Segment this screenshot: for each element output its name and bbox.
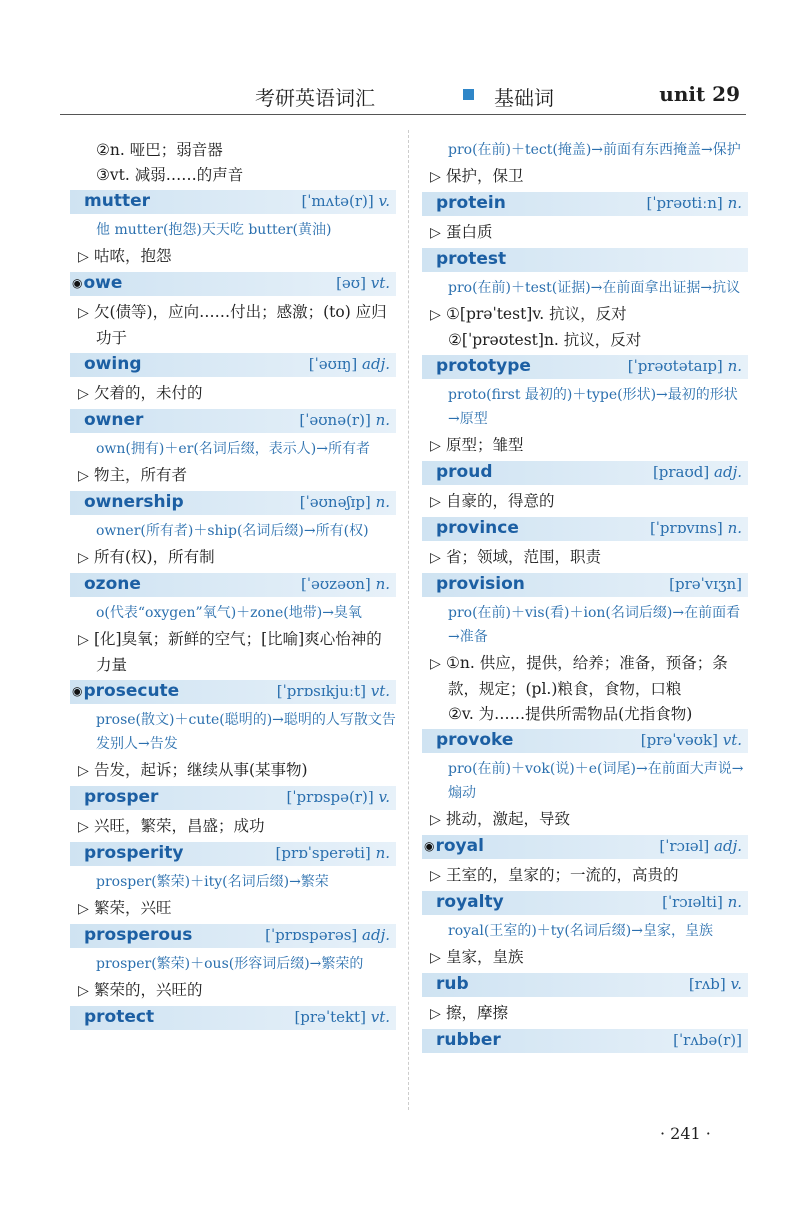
etymology-note: proto(first 最初的)＋type(形状)→最初的形状→原型 bbox=[448, 387, 738, 427]
entry-head bbox=[70, 491, 396, 515]
headword: rubber bbox=[436, 1030, 501, 1050]
triangle-bullet-icon: ▷ bbox=[78, 763, 89, 779]
pronunciation: [ˈrɔɪəlti] n. bbox=[662, 893, 742, 911]
headword: protein bbox=[436, 193, 506, 213]
definition: ▷ ①n. 供应，提供，给养；准备，预备；条款，规定；(pl.)粮食，食物，口粮 bbox=[430, 654, 728, 698]
etymology-note: prose(散文)＋cute(聪明的)→聪明的人写散文告发别人→告发 bbox=[96, 712, 396, 752]
part-of-speech: adj. bbox=[714, 463, 742, 481]
triangle-bullet-icon: ▷ bbox=[78, 901, 89, 917]
entry-head bbox=[70, 409, 396, 433]
key-word-dot-icon: ◉ bbox=[72, 684, 83, 698]
etymology-note: pro(在前)＋test(证据)→在前面拿出证据→抗议 bbox=[448, 280, 741, 296]
triangle-bullet-icon: ▷ bbox=[430, 225, 441, 241]
headword: ◉prosecute bbox=[72, 681, 180, 701]
triangle-bullet-icon: ▷ bbox=[430, 868, 441, 884]
triangle-bullet-icon: ▷ bbox=[78, 468, 89, 484]
entry-head bbox=[422, 835, 748, 859]
triangle-bullet-icon: ▷ bbox=[78, 983, 89, 999]
header-rule bbox=[60, 114, 746, 115]
definition: ▷ 王室的，皇家的；一流的，高贵的 bbox=[422, 863, 748, 889]
headword: ◉owe bbox=[72, 273, 123, 293]
headword: prosperity bbox=[84, 843, 184, 863]
triangle-bullet-icon: ▷ bbox=[430, 307, 441, 323]
definition: ▷ 蛋白质 bbox=[422, 220, 748, 246]
square-bullet-icon bbox=[463, 89, 474, 100]
part-of-speech: n. bbox=[375, 844, 390, 862]
pronunciation: [ˈprɒvɪns] n. bbox=[649, 519, 742, 537]
pronunciation: [prəˈvəʊk] vt. bbox=[640, 731, 742, 749]
triangle-bullet-icon: ▷ bbox=[78, 386, 89, 402]
headword: ownership bbox=[84, 492, 184, 512]
pronunciation: [ˈəʊɪŋ] adj. bbox=[308, 355, 390, 373]
entry-head bbox=[70, 272, 396, 296]
entry-head bbox=[422, 461, 748, 485]
definition: ▷ ①[prəˈtest]v. 抗议，反对 bbox=[422, 302, 748, 328]
etymology-note: own(拥有)＋er(名词后缀，表示人)→所有者 bbox=[96, 441, 370, 457]
definition: ▷ 物主，所有者 bbox=[70, 463, 396, 489]
pronunciation: [ˈprəʊtiːn] n. bbox=[646, 194, 742, 212]
headword: protest bbox=[436, 249, 507, 269]
definition: ▷ 所有(权)，所有制 bbox=[70, 545, 396, 571]
pronunciation: [rʌb] v. bbox=[688, 975, 742, 993]
etymology-note: pro(在前)＋vok(说)＋e(词尾)→在前面大声说→煽动 bbox=[448, 761, 744, 801]
unit-label: unit 29 bbox=[659, 82, 740, 106]
part-of-speech: v. bbox=[378, 192, 390, 210]
headword: ◉royal bbox=[424, 836, 484, 856]
headword: owing bbox=[84, 354, 142, 374]
etymology-note: 他 mutter(抱怨)天天吃 butter(黄油) bbox=[96, 222, 332, 238]
entry-head bbox=[422, 517, 748, 541]
part-of-speech: v. bbox=[378, 788, 390, 806]
triangle-bullet-icon: ▷ bbox=[78, 819, 89, 835]
part-of-speech: vt. bbox=[722, 731, 742, 749]
entry-head bbox=[422, 192, 748, 216]
entry-head bbox=[422, 891, 748, 915]
triangle-bullet-icon: ▷ bbox=[430, 1006, 441, 1022]
pronunciation: [ˈprɒspərəs] adj. bbox=[265, 926, 390, 944]
part-of-speech: adj. bbox=[362, 355, 390, 373]
etymology-note: prosper(繁荣)＋ity(名词后缀)→繁荣 bbox=[96, 874, 329, 890]
etymology-note: pro(在前)＋vis(看)＋ion(名词后缀)→在前面看→准备 bbox=[448, 605, 741, 645]
pronunciation: [ˈprəʊtətaɪp] n. bbox=[627, 357, 742, 375]
part-of-speech: vt. bbox=[370, 1008, 390, 1026]
headword: ozone bbox=[84, 574, 141, 594]
page-number: · 241 · bbox=[660, 1124, 711, 1143]
entry-head bbox=[422, 355, 748, 379]
pronunciation: [ˈmʌtə(r)] v. bbox=[301, 192, 390, 210]
entry-head bbox=[70, 842, 396, 866]
headword: prototype bbox=[436, 356, 531, 376]
headword: rub bbox=[436, 974, 469, 994]
pronunciation: [ˈəʊnə(r)] n. bbox=[299, 411, 390, 429]
definition-line: ②v. 为……提供所需物品(尤指食物) bbox=[448, 705, 693, 723]
part-of-speech: n. bbox=[727, 519, 742, 537]
part-of-speech: v. bbox=[730, 975, 742, 993]
triangle-bullet-icon: ▷ bbox=[430, 438, 441, 454]
etymology-note: o(代表“oxygen”氧气)＋zone(地带)→臭氧 bbox=[96, 605, 362, 621]
etymology-note: owner(所有者)＋ship(名词后缀)→所有(权) bbox=[96, 523, 369, 539]
part-of-speech: n. bbox=[727, 357, 742, 375]
pronunciation: [əʊ] vt. bbox=[336, 274, 390, 292]
definition: ▷ 咕哝，抱怨 bbox=[70, 244, 396, 270]
section-title: 基础词 bbox=[494, 86, 554, 110]
entry-head bbox=[422, 248, 748, 272]
entry-head bbox=[422, 729, 748, 753]
triangle-bullet-icon: ▷ bbox=[430, 656, 441, 672]
definition: ▷ [化]臭氧；新鲜的空气；[比喻]爽心怡神的力量 bbox=[78, 630, 382, 674]
part-of-speech: adj. bbox=[362, 926, 390, 944]
headword: owner bbox=[84, 410, 144, 430]
definition: ▷ 兴旺，繁荣，昌盛；成功 bbox=[70, 814, 396, 840]
pronunciation: [prəˈvɪʒn] bbox=[669, 575, 742, 593]
triangle-bullet-icon: ▷ bbox=[78, 632, 89, 648]
headword: prosperous bbox=[84, 925, 193, 945]
definition: ▷ 欠着的，未付的 bbox=[70, 381, 396, 407]
headword: mutter bbox=[84, 191, 150, 211]
part-of-speech: n. bbox=[727, 893, 742, 911]
pronunciation: [prɒˈsperəti] n. bbox=[275, 844, 390, 862]
headword: royalty bbox=[436, 892, 504, 912]
definition-line: ②[ˈprəʊtest]n. 抗议，反对 bbox=[448, 331, 642, 349]
definition: ▷ 省；领域，范围，职责 bbox=[422, 545, 748, 571]
headword: proud bbox=[436, 462, 493, 482]
etymology-note: pro(在前)＋tect(掩盖)→前面有东西掩盖→保护 bbox=[448, 142, 741, 158]
part-of-speech: vt. bbox=[370, 274, 390, 292]
definition: ▷ 繁荣的，兴旺的 bbox=[70, 978, 396, 1004]
left-column bbox=[70, 138, 396, 1034]
entry-head bbox=[422, 573, 748, 597]
entry-head bbox=[70, 353, 396, 377]
headword: protect bbox=[84, 1007, 155, 1027]
pronunciation: [prəˈtekt] vt. bbox=[294, 1008, 390, 1026]
column-divider bbox=[408, 130, 409, 1110]
definition: ▷ 自豪的，得意的 bbox=[422, 489, 748, 515]
pronunciation: [praʊd] adj. bbox=[652, 463, 742, 481]
headword: provision bbox=[436, 574, 525, 594]
definition: ▷ 保护，保卫 bbox=[422, 164, 748, 190]
pronunciation: [ˈprɒsɪkjuːt] vt. bbox=[276, 682, 390, 700]
definition: ▷ 繁荣，兴旺 bbox=[70, 896, 396, 922]
triangle-bullet-icon: ▷ bbox=[430, 494, 441, 510]
pronunciation: [ˈrɔɪəl] adj. bbox=[659, 837, 742, 855]
pronunciation: [ˈəʊzəʊn] n. bbox=[301, 575, 390, 593]
definition: ▷ 欠(债等)，应向……付出；感激；(to) 应归功于 bbox=[78, 303, 387, 347]
entry-head bbox=[70, 190, 396, 214]
headword: provoke bbox=[436, 730, 514, 750]
book-title: 考研英语词汇 bbox=[255, 86, 375, 110]
entry-head bbox=[422, 973, 748, 997]
headword: prosper bbox=[84, 787, 159, 807]
pronunciation: [ˈəʊnəʃɪp] n. bbox=[299, 493, 390, 511]
part-of-speech: n. bbox=[727, 194, 742, 212]
entry-head bbox=[70, 680, 396, 704]
etymology-note: royal(王室的)＋ty(名词后缀)→皇家，皇族 bbox=[448, 923, 713, 939]
entry-head bbox=[422, 1029, 748, 1053]
triangle-bullet-icon: ▷ bbox=[78, 550, 89, 566]
triangle-bullet-icon: ▷ bbox=[430, 812, 441, 828]
triangle-bullet-icon: ▷ bbox=[430, 169, 441, 185]
definition: ▷ 原型；雏型 bbox=[422, 433, 748, 459]
headword: province bbox=[436, 518, 519, 538]
part-of-speech: n. bbox=[375, 411, 390, 429]
definition: ▷ 擦，摩擦 bbox=[422, 1001, 748, 1027]
page-header bbox=[60, 78, 744, 116]
definition: ▷ 皇家，皇族 bbox=[422, 945, 748, 971]
triangle-bullet-icon: ▷ bbox=[78, 249, 89, 265]
right-column bbox=[422, 138, 748, 1057]
pronunciation: [ˈprɒspə(r)] v. bbox=[286, 788, 390, 806]
part-of-speech: vt. bbox=[370, 682, 390, 700]
entry-head bbox=[70, 573, 396, 597]
entry-head bbox=[70, 786, 396, 810]
definition-line: ③vt. 减弱……的声音 bbox=[96, 166, 244, 184]
part-of-speech: adj. bbox=[714, 837, 742, 855]
triangle-bullet-icon: ▷ bbox=[430, 550, 441, 566]
key-word-dot-icon: ◉ bbox=[72, 276, 83, 290]
part-of-speech: n. bbox=[375, 493, 390, 511]
key-word-dot-icon: ◉ bbox=[424, 839, 435, 853]
definition-line: ②n. 哑巴；弱音器 bbox=[96, 141, 223, 159]
entry-head bbox=[70, 1006, 396, 1030]
definition: ▷ 告发，起诉；继续从事(某事物) bbox=[70, 758, 396, 784]
etymology-note: prosper(繁荣)＋ous(形容词后缀)→繁荣的 bbox=[96, 956, 364, 972]
triangle-bullet-icon: ▷ bbox=[430, 950, 441, 966]
definition: ▷ 挑动，激起，导致 bbox=[422, 807, 748, 833]
entry-head bbox=[70, 924, 396, 948]
part-of-speech: n. bbox=[375, 575, 390, 593]
triangle-bullet-icon: ▷ bbox=[78, 305, 89, 321]
pronunciation: [ˈrʌbə(r)] bbox=[673, 1031, 742, 1049]
